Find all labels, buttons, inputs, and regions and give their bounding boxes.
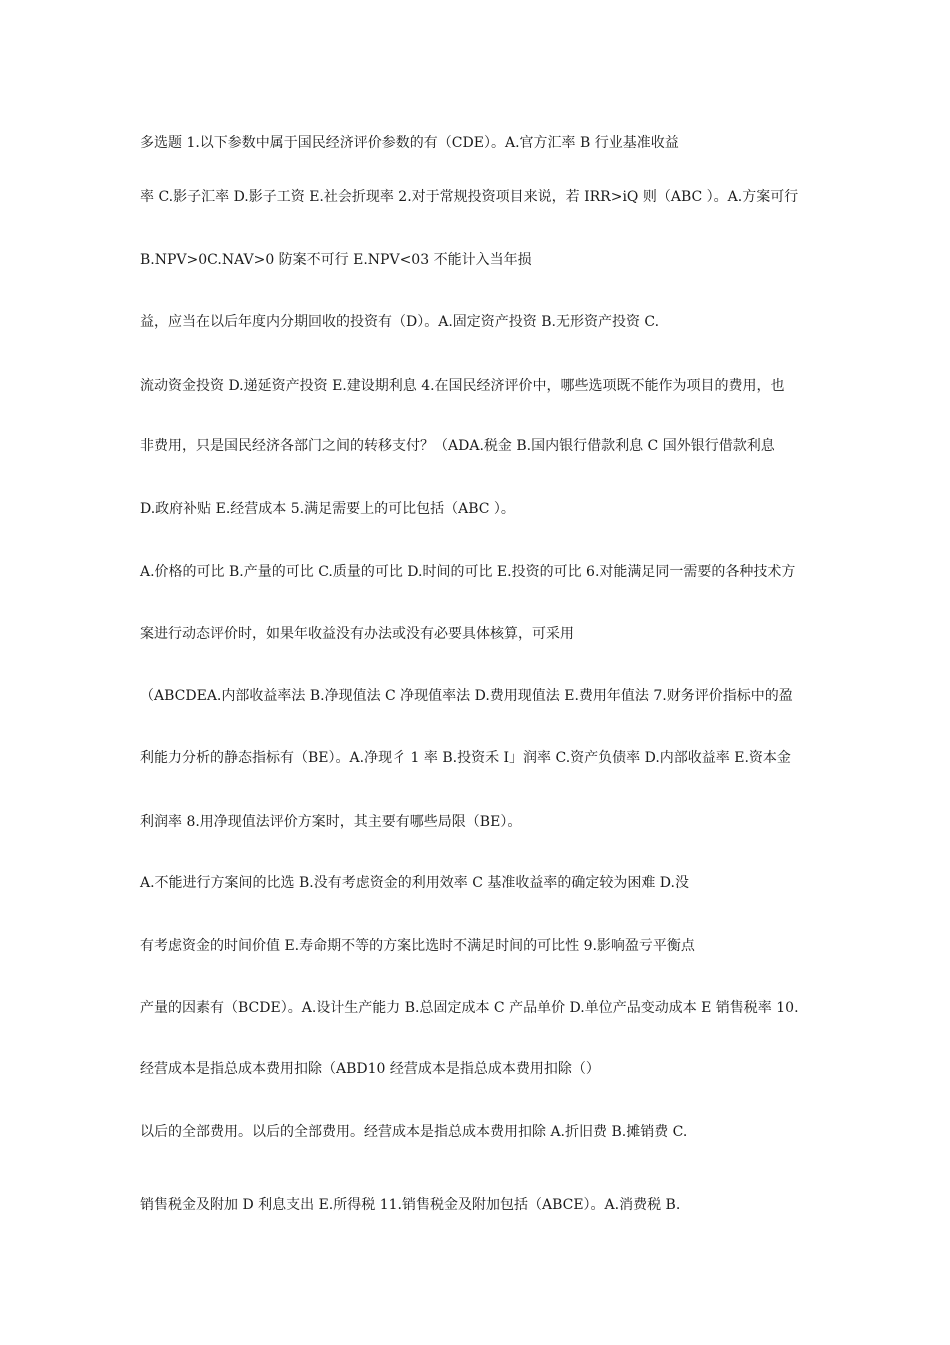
text-line: 以后的全部费用。以后的全部费用。经营成本是指总成本费用扣除 A.折旧费 B.摊销费 C. (140, 1124, 688, 1140)
text-line: 流动资金投资 D.递延资产投资 E.建设期利息 4.在国民经济评价中，哪些选项既不能作为项目的费用，也 (140, 378, 785, 394)
text-line: 非费用，只是国民经济各部门之间的转移支付？（ADA.税金 B.国内银行借款利息 C 国外银行借款利息 (140, 438, 775, 454)
text-line: 率 C.影子汇率 D.影子工资 E.社会折现率 2.对于常规投资项目来说，若 IRR>iQ 则（ABC ）。A.方案可行 (140, 189, 799, 205)
text-line: 益，应当在以后年度内分期回收的投资有（D）。A.固定资产投资 B.无形资产投资 C. (140, 314, 660, 330)
text-line: B.NPV>0C.NAV>0 防案不可行 E.NPV<03 不能计入当年损 (140, 252, 532, 268)
text-line: A.价格的可比 B.产量的可比 C.质量的可比 D.时间的可比 E.投资的可比 6.对能满足同一需要的各种技术方 (140, 564, 796, 580)
text-line: 经营成本是指总成本费用扣除（ABD10 经营成本是指总成本费用扣除（） (140, 1061, 600, 1077)
text-line: 有考虑资金的时间价值 E.寿命期不等的方案比选时不满足时间的可比性 9.影响盈亏平衡点 (140, 938, 695, 954)
text-line: 销售税金及附加 D 利息支出 E.所得税 11.销售税金及附加包括（ABCE）。A.消费税 B. (140, 1197, 681, 1213)
text-line: A.不能进行方案间的比选 B.没有考虑资金的利用效率 C 基准收益率的确定较为困难 D.没 (140, 875, 689, 891)
text-line: 案进行动态评价时，如果年收益没有办法或没有必要具体核算，可采用 (140, 626, 574, 642)
text-line: （ABCDEA.内部收益率法 B.净现值法 C 净现值率法 D.费用现值法 E.费用年值法 7.财务评价指标中的盈 (140, 688, 793, 704)
text-line: 多选题 1.以下参数中属于国民经济评价参数的有（CDE）。A.官方汇率 B 行业基准收益 (140, 135, 679, 151)
text-line: 产量的因素有（BCDE）。A.设计生产能力 B.总固定成本 C 产品单价 D.单位产品变动成本 E 销售税率 10. (140, 1000, 799, 1016)
text-line: 利润率 8.用净现值法评价方案时，其主要有哪些局限（BE）。 (140, 814, 522, 830)
text-line: 利能力分析的静态指标有（BE）。A.净现彳 1 率 B.投资禾 I」润率 C.资产负债率 D.内部收益率 E.资本金 (140, 750, 791, 766)
text-line: D.政府补贴 E.经营成本 5.满足需要上的可比包括（ABC ）。 (140, 501, 515, 517)
